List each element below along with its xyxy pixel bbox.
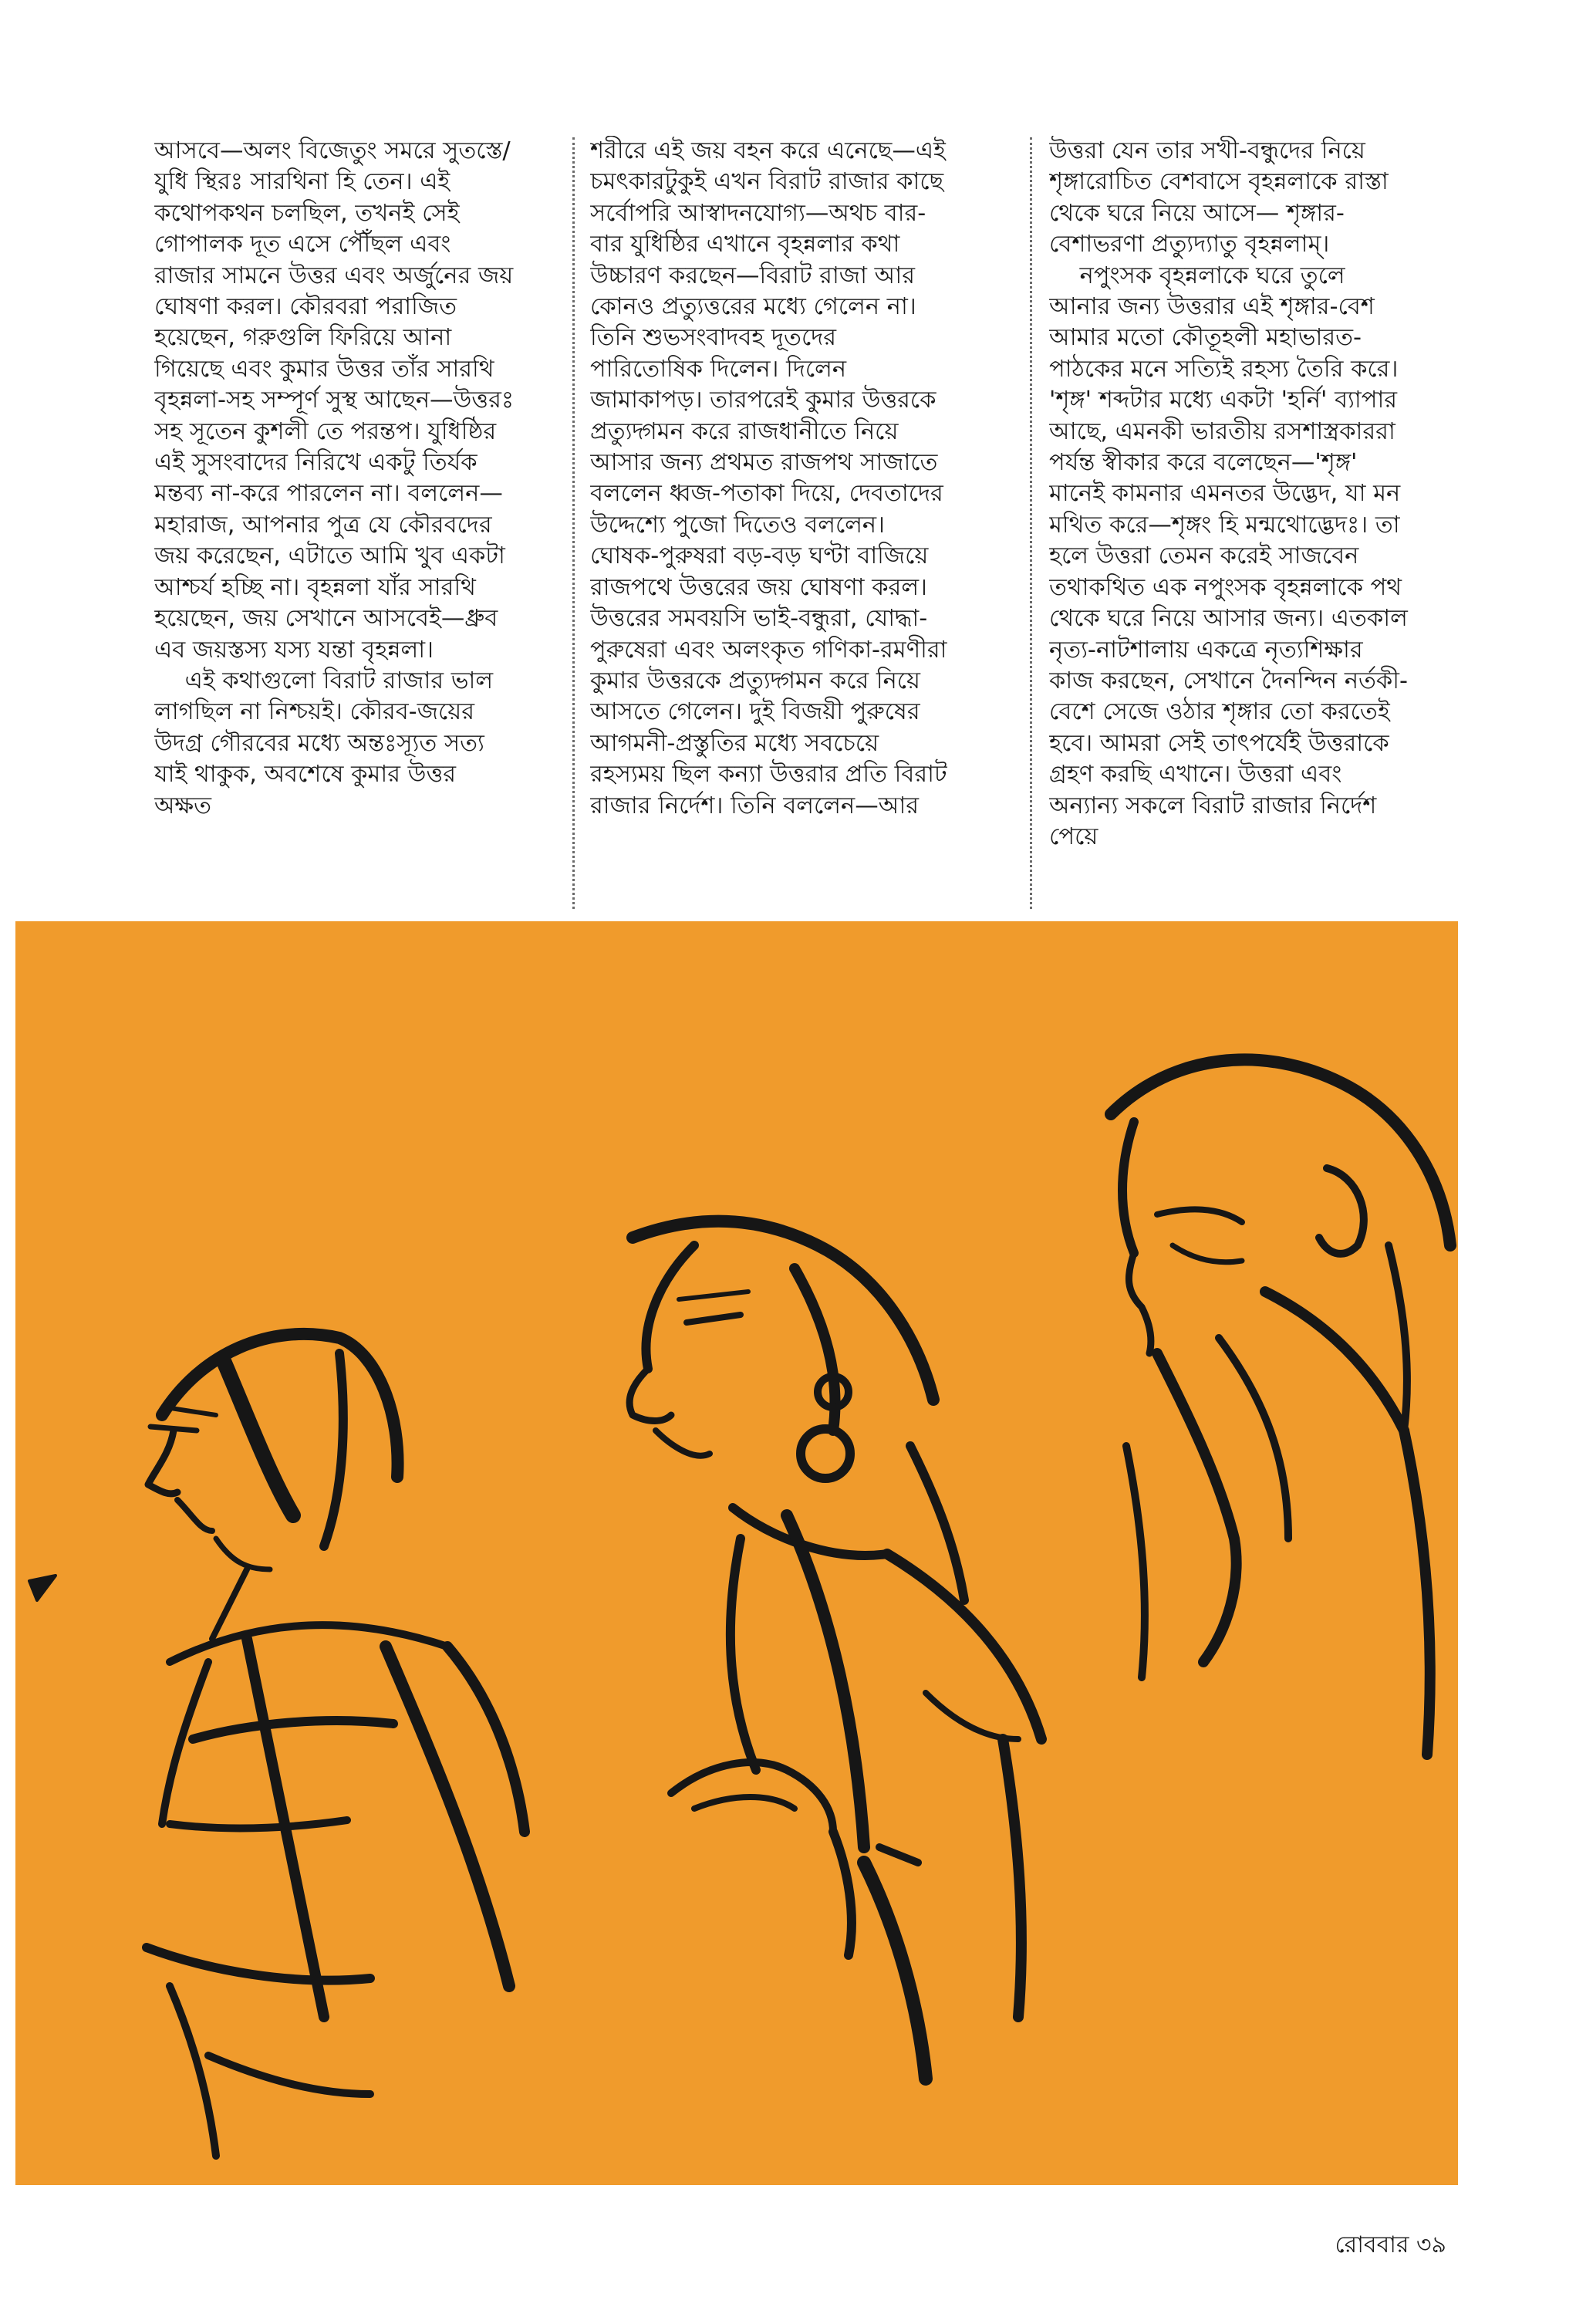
figure-illustration	[15, 921, 1458, 2185]
page-footer: রোববার ৩৯	[1335, 2231, 1446, 2258]
paragraph: এই কথাগুলো বিরাট রাজার ভাল লাগছিল না নিশ্চয়ই। কৌরব-জয়ের উদগ্র গৌরবের মধ্যে অন্তঃস্যূত সত্য যাই থাকুক, অবশেষে কুমার উত্তর অক্ষত	[154, 667, 494, 819]
paragraph: শরীরে এই জয় বহন করে এনেছে—এই চমৎকারটুকুই এখন বিরাট রাজার কাছে সর্বোপরি আস্বাদনযোগ্য—অথচ বার-বার যুধিষ্ঠির এখানে বৃহন্নলার কথা উচ্চারণ করছেন—বিরাট রাজা আর কোনও প্রত্যুত্তরের মধ্যে গেলেন না। তিনি শুভসংবাদবহ দূতদের পারিতোষিক দিলেন। দিলেন জামাকাপড়। তারপরেই কুমার উত্তরকে প্রত্যুদ্গমন করে রাজধানীতে নিয়ে আসার জন্য প্রথমত রাজপথ সাজাতে বললেন ধ্বজ-পতাকা দিয়ে, দেবতাদের উদ্দেশ্যে পুজো দিতেও বললেন। ঘোষক-পুরুষরা বড়-বড় ঘণ্টা বাজিয়ে রাজপথে উত্তরের জয় ঘোষণা করল। উত্তরের সমবয়সি ভাই-বন্ধুরা, যোদ্ধা-পুরুষেরা এবং অলংকৃত গণিকা-রমণীরা কুমার উত্তরকে প্রত্যুদ্গমন করে নিয়ে আসতে গেলেন। দুই বিজয়ী পুরুষের আগমনী-প্রস্তুতির মধ্যে সবচেয়ে রহস্যময় ছিল কন্যা উত্তরার প্রতি বিরাট রাজার নির্দেশ। তিনি বললেন—আর	[590, 137, 947, 819]
column-divider	[572, 137, 575, 909]
paragraph: উত্তরা যেন তার সখী-বন্ধুদের নিয়ে শৃঙ্গারোচিত বেশবাসে বৃহন্নলাকে রাস্তা থেকে ঘরে নিয়ে আসে— শৃঙ্গার-বেশাভরণা প্রত্যুদ্যাতু বৃহন্নলাম্।	[1049, 137, 1389, 258]
text-column-2	[590, 136, 953, 907]
paragraph: আসবে—অলং বিজেতুং সমরে সুতস্তে/যুধি স্থিরঃ সারথিনা হি তেন। এই কথোপকথন চলছিল, তখনই সেই গোপালক দূত এসে পৌঁছল এবং রাজার সামনে উত্তর এবং অর্জুনের জয় ঘোষণা করল। কৌরবরা পরাজিত হয়েছেন, গরুগুলি ফিরিয়ে আনা গিয়েছে এবং কুমার উত্তর তাঁর সারথি বৃহন্নলা-সহ সম্পূর্ণ সুস্থ আছেন—উত্তরঃ সহ সূতেন কুশলী তে পরন্তপ। যুধিষ্ঠির এই সুসংবাদের নিরিখে একটু তির্যক মন্তব্য না-করে পারলেন না। বললেন—মহারাজ, আপনার পুত্র যে কৌরবদের জয় করেছেন, এটাতে আমি খুব একটা আশ্চর্য হচ্ছি না। বৃহন্নলা যাঁর সারথি হয়েছেন, জয় সেখানে আসবেই—ধ্রুব এব জয়স্তস্য যস্য যন্তা বৃহন্নলা।	[154, 137, 515, 664]
text-column-1	[154, 136, 517, 907]
brush-drawing-three-figures	[15, 921, 1458, 2185]
column-divider	[1030, 137, 1032, 909]
text-column-3	[1049, 136, 1412, 907]
paragraph: নপুংসক বৃহন্নলাকে ঘরে তুলে আনার জন্য উত্তরার এই শৃঙ্গার-বেশ আমার মতো কৌতূহলী মহাভারত-পাঠকের মনে সত্যিই রহস্য তৈরি করে। 'শৃঙ্গ' শব্দটার মধ্যে একটা 'হর্নি' ব্যাপার আছে, এমনকী ভারতীয় রসশাস্ত্রকাররা পর্যন্ত স্বীকার করে বলেছেন—'শৃঙ্গ' মানেই কামনার এমনতর উদ্ভেদ, যা মন মথিত করে—শৃঙ্গং হি মন্মথোদ্ভেদঃ। তা হলে উত্তরা তেমন করেই সাজবেন তথাকথিত এক নপুংসক বৃহন্নলাকে পথ থেকে ঘরে নিয়ে আসার জন্য। এতকাল নৃত্য-নাটশালায় একত্রে নৃত্যশিক্ষার কাজ করছেন, সেখানে দৈনন্দিন নর্তকী-বেশে সেজে ওঠার শৃঙ্গার তো করতেই হবে। আমরা সেই তাৎপর্যেই উত্তরাকে গ্রহণ করছি এখানে। উত্তরা এবং অন্যান্য সকলে বিরাট রাজার নির্দেশ পেয়ে	[1049, 262, 1408, 850]
